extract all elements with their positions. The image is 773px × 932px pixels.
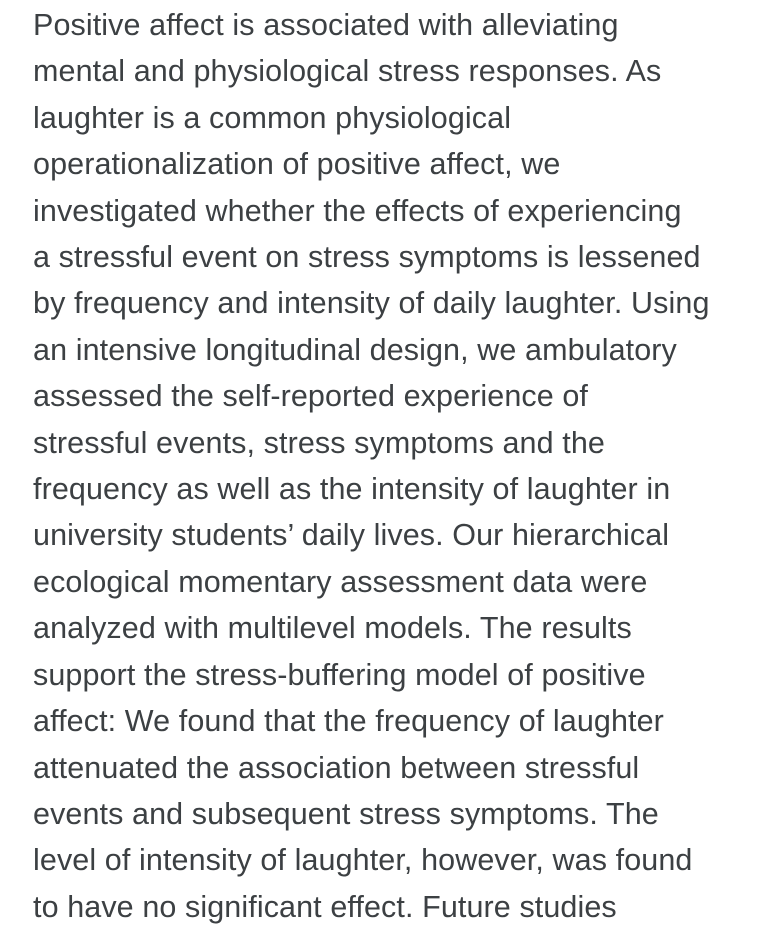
abstract-line: a stressful event on stress symptoms is lessened [33,240,701,275]
abstract-line: frequency as well as the intensity of laughter in [33,472,671,507]
abstract-line: affect: We found that the frequency of laughter [33,704,664,739]
abstract-line: investigated whether the effects of experiencing [33,193,682,228]
abstract-line: Positive affect is associated with alleviating [33,8,619,42]
abstract-line: stressful events, stress symptoms and the [33,425,605,460]
abstract-line: analyzed with multilevel models. The results [33,611,632,646]
abstract-line: mental and physiological stress responses. As [33,54,662,89]
abstract-line: laughter is a common physiological [33,100,512,135]
abstract-line: by frequency and intensity of daily laughter. Using [33,286,710,321]
abstract-line: university students’ daily lives. Our hierarchical [33,518,670,553]
abstract-line: operationalization of positive affect, we [33,147,561,182]
abstract-line: ecological momentary assessment data were [33,564,648,599]
abstract-line: attenuated the association between stressful [33,750,640,785]
abstract-line: support the stress-buffering model of positive [33,657,646,692]
abstract-text [33,2,753,930]
abstract-line: to have no significant effect. Future studies [33,889,617,924]
abstract-line: events and subsequent stress symptoms. The [33,796,659,831]
abstract-line: level of intensity of laughter, however, was found [33,843,693,878]
abstract-line: assessed the self-reported experience of [33,379,589,414]
abstract-line: an intensive longitudinal design, we ambulatory [33,332,677,367]
